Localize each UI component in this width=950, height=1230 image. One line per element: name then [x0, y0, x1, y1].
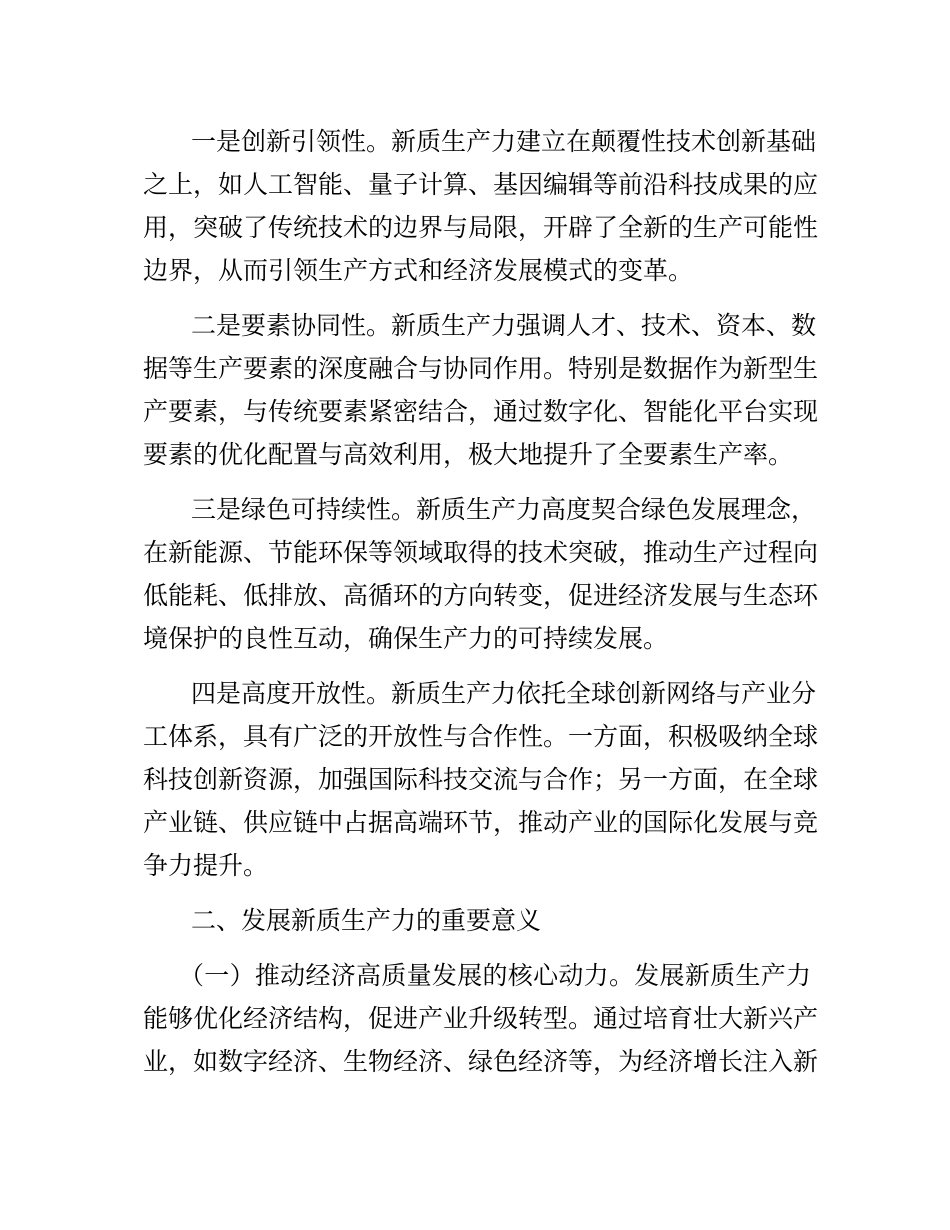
text-line: 四是高度开放性。新质生产力依托全球创新网络与产业分: [191, 679, 817, 708]
paragraph: [143, 304, 819, 476]
text-line: 能够优化经济结构，促进产业升级转型。通过培育壮大新兴产: [143, 1004, 819, 1033]
paragraph: [143, 120, 819, 292]
text-line: 在新能源、节能环保等领域取得的技术突破，推动生产过程向: [143, 538, 819, 567]
document-page: [143, 120, 819, 1095]
text-line: 三是绿色可持续性。新质生产力高度契合绿色发展理念，: [191, 495, 817, 524]
text-line: 业，如数字经济、生物经济、绿色经济等，为经济增长注入新: [143, 1047, 819, 1076]
text-line: 低能耗、低排放、高循环的方向转变，促进经济发展与生态环: [143, 581, 819, 610]
text-line: 据等生产要素的深度融合与协同作用。特别是数据作为新型生: [143, 354, 819, 383]
text-line: （一）推动经济高质量发展的核心动力。发展新质生产力: [179, 961, 811, 990]
text-line: 二是要素协同性。新质生产力强调人才、技术、资本、数: [191, 311, 817, 340]
text-line: 工体系，具有广泛的开放性与合作性。一方面，积极吸纳全球: [143, 722, 819, 751]
text-line: 要素的优化配置与高效利用，极大地提升了全要素生产率。: [143, 440, 794, 469]
text-line: 境保护的良性互动，确保生产力的可持续发展。: [143, 624, 669, 653]
text-line: 产要素，与传统要素紧密结合，通过数字化、智能化平台实现: [143, 397, 819, 426]
text-line: 产业链、供应链中占据高端环节，推动产业的国际化发展与竞: [143, 808, 819, 837]
text-line: 二、发展新质生产力的重要意义: [191, 906, 542, 935]
text-line: 科技创新资源，加强国际科技交流与合作；另一方面，在全球: [143, 765, 819, 794]
text-line: 争力提升。: [143, 851, 269, 880]
text-line: 之上，如人工智能、量子计算、基因编辑等前沿科技成果的应: [143, 170, 819, 199]
paragraph: [143, 672, 819, 887]
text-line: 用，突破了传统技术的边界与局限，开辟了全新的生产可能性: [143, 213, 819, 242]
section-heading: [143, 899, 811, 942]
paragraph: [143, 488, 819, 660]
paragraph: [143, 954, 819, 1083]
text-line: 边界，从而引领生产方式和经济发展模式的变革。: [143, 256, 694, 285]
text-line: 一是创新引领性。新质生产力建立在颠覆性技术创新基础: [191, 127, 817, 156]
